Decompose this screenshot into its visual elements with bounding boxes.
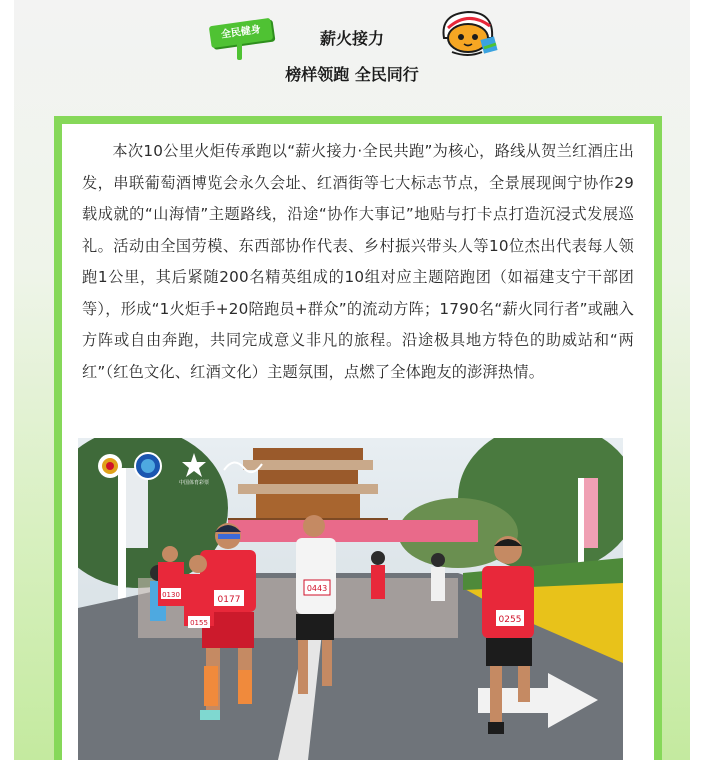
category-tag: 全民健身 — [209, 18, 273, 48]
sponsor-logos — [96, 450, 296, 486]
article-paragraph: 本次10公里火炬传承跑以“薪火接力·全民共跑”为核心，路线从贺兰红酒庄出发，串联葡萄酒博览会永久会址、红酒街等七大标志节点，全景展现闽宁协作29载成就的“山海情”主题路线，沿途“协作大事记”地贴与打卡点打造沉浸式发展巡礼。活动由全国劳模、东西部协作代表、乡村振兴带头人等10位杰出代表每人领跑1公里，其后紧随200名精英组成的10组对应主题陪跑团（如福建支宁干部团等），形成“1火炬手+20陪跑员+群众”的流动方阵；1790名“薪火同行者”或融入方阵或自由奔跑，共同完成意义非凡的旅程。沿途极具地方特色的助威站和“两红”（红色文化、红酒文化）主题氛围，点燃了全体跑友的澎湃热情。 — [82, 142, 634, 381]
lottery-star-logo — [179, 453, 209, 486]
emblem-logo — [98, 454, 122, 478]
mascot-icon — [438, 8, 498, 60]
race-photo-illustration — [78, 438, 623, 760]
page-subtitle: 榜样领跑 全民同行 — [285, 65, 419, 84]
race-photo — [78, 438, 623, 760]
lottery-caption: 中国体育彩票 — [178, 480, 210, 486]
round-seal-logo — [135, 453, 161, 479]
article-card — [62, 124, 654, 760]
page-title: 薪火接力 — [319, 29, 384, 48]
bib-number: 0255 — [498, 615, 522, 625]
bib-number: 0177 — [217, 595, 241, 605]
bib-number: 0443 — [306, 584, 328, 593]
script-logo — [224, 462, 262, 472]
hero-header — [14, 0, 690, 110]
page-background — [14, 0, 690, 760]
bib-number: 0130 — [162, 591, 180, 599]
bib-number: 0155 — [190, 619, 208, 627]
